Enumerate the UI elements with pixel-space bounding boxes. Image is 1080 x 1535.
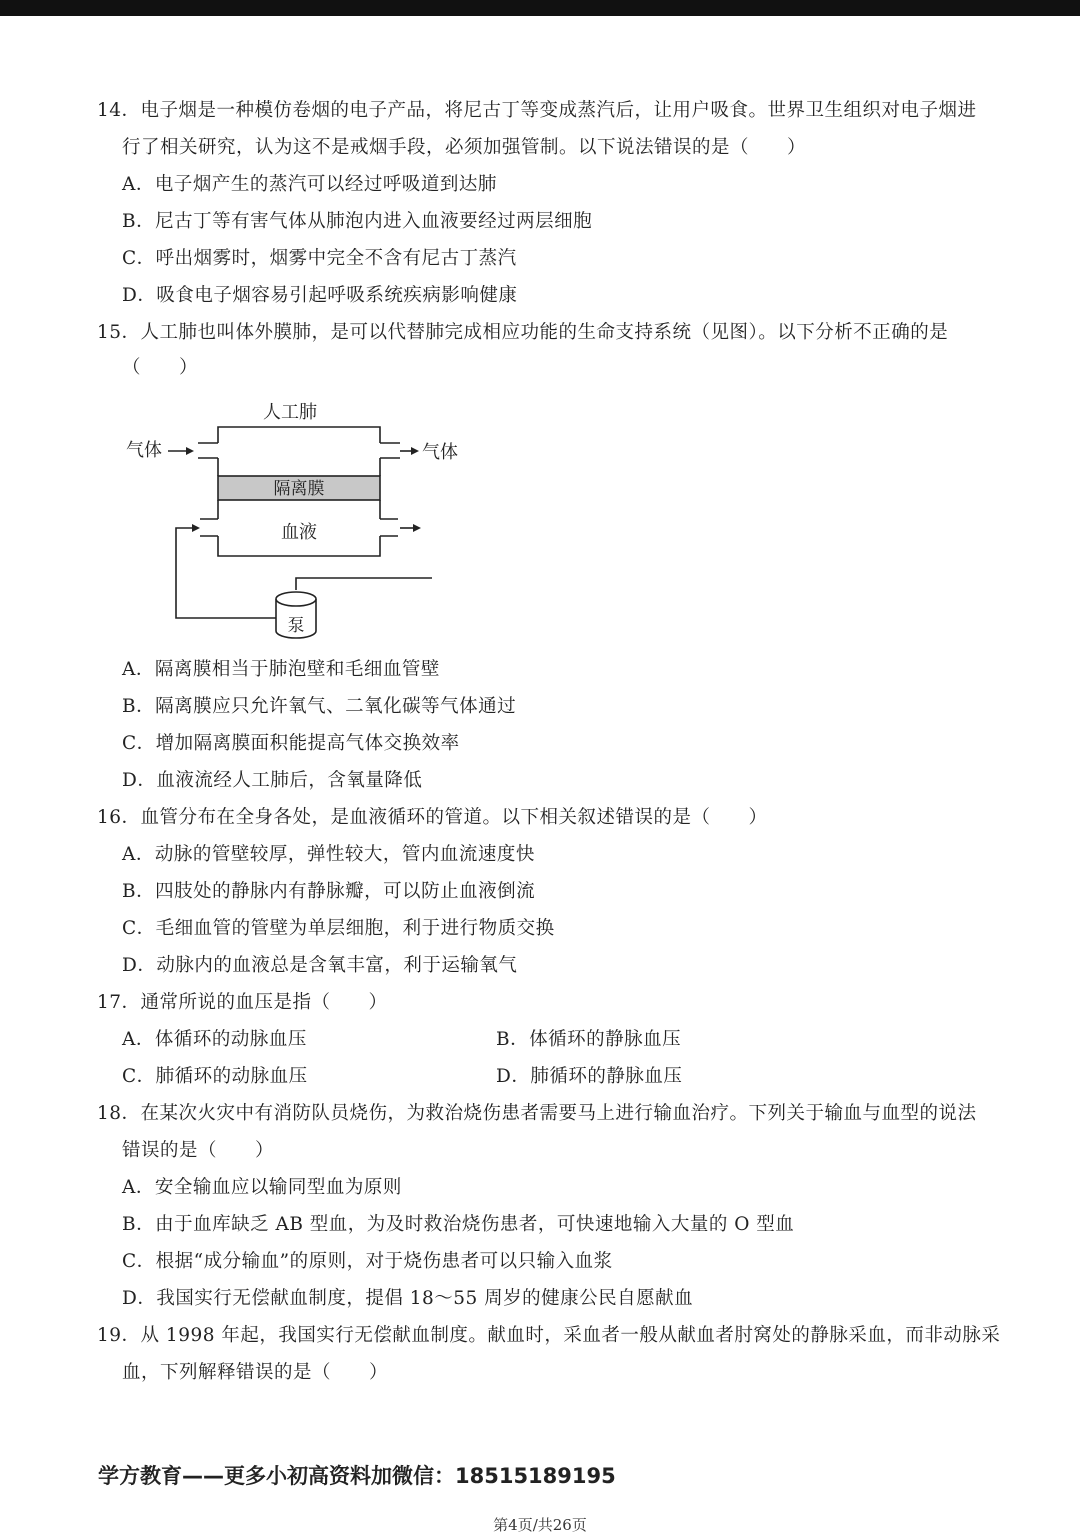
- question-16-option-a: A．动脉的管壁较厚，弹性较大，管内血流速度快: [122, 844, 535, 865]
- question-15-option-c: C．增加隔离膜面积能提高气体交换效率: [122, 733, 460, 754]
- question-14-option-b: B．尼古丁等有害气体从肺泡内进入血液要经过两层细胞: [122, 211, 593, 232]
- gas-out-label: 气体: [422, 442, 458, 463]
- pump: [276, 592, 316, 638]
- question-16-option-d: D．动脉内的血液总是含氧丰富，利于运输氧气: [122, 955, 518, 976]
- question-15-stem: 15．人工肺也叫体外膜肺，是可以代替肺完成相应功能的生命支持系统（见图）。以下分析不正确的是: [97, 322, 949, 343]
- diagram-title: 人工肺: [263, 402, 317, 423]
- question-17-option-b: B．体循环的静脉血压: [496, 1029, 682, 1050]
- gas-in-label: 气体: [126, 440, 162, 461]
- question-19-stem: 19．从 1998 年起，我国实行无偿献血制度。献血时，采血者一般从献血者肘窝处的静脉采血，而非动脉采: [97, 1325, 1001, 1346]
- question-14-option-a: A．电子烟产生的蒸汽可以经过呼吸道到达肺: [122, 174, 497, 195]
- artificial-lung-diagram: [110, 390, 458, 650]
- blood-label: 血液: [281, 522, 317, 543]
- question-15-option-d: D．血液流经人工肺后，含氧量降低: [122, 770, 423, 791]
- pump-label: 泵: [287, 616, 305, 636]
- question-15-stem-cont: （ ）: [122, 357, 199, 378]
- membrane-label: 隔离膜: [273, 479, 325, 499]
- question-14-stem: 14．电子烟是一种模仿卷烟的电子产品，将尼古丁等变成蒸汽后，让用户吸食。世界卫生组织对电子烟进: [97, 100, 977, 121]
- question-15-option-b: B．隔离膜应只允许氧气、二氧化碳等气体通过: [122, 696, 517, 717]
- question-17-stem: 17．通常所说的血压是指（ ）: [97, 992, 388, 1013]
- question-17-option-c: C．肺循环的动脉血压: [122, 1066, 308, 1087]
- question-17-option-a: A．体循环的动脉血压: [122, 1029, 307, 1050]
- question-14-option-c: C．呼出烟雾时，烟雾中完全不含有尼古丁蒸汽: [122, 248, 517, 269]
- gas-chamber: [218, 427, 380, 443]
- footer-brand: 学方教育——更多小初高资料加微信：18515189195: [98, 1464, 616, 1488]
- question-16-option-b: B．四肢处的静脉内有静脉瓣，可以防止血液倒流: [122, 881, 536, 902]
- top-bar: [0, 0, 1080, 16]
- question-16-stem: 16．血管分布在全身各处，是血液循环的管道。以下相关叙述错误的是（ ）: [97, 807, 768, 828]
- question-16-option-c: C．毛细血管的管壁为单层细胞，利于进行物质交换: [122, 918, 555, 939]
- question-14-option-d: D．吸食电子烟容易引起呼吸系统疾病影响健康: [122, 285, 518, 306]
- question-14-stem-cont: 行了相关研究，认为这不是戒烟手段，必须加强管制。以下说法错误的是（ ）: [122, 137, 807, 158]
- question-17-option-d: D．肺循环的静脉血压: [496, 1066, 683, 1087]
- question-18-option-b: B．由于血库缺乏 AB 型血，为及时救治烧伤患者，可快速地输入大量的 O 型血: [122, 1214, 795, 1235]
- question-18-option-c: C．根据“成分输血”的原则，对于烧伤患者可以只输入血浆: [122, 1251, 613, 1272]
- return-tube: [176, 528, 276, 618]
- question-18-stem: 18．在某次火灾中有消防队员烧伤，为救治烧伤患者需要马上进行输血治疗。下列关于输血与血型的说法: [97, 1103, 977, 1124]
- page-number: 第4页/共26页: [493, 1516, 587, 1534]
- question-18-stem-cont: 错误的是（ ）: [122, 1140, 275, 1161]
- pump-inlet-tube: [296, 578, 432, 590]
- question-19-stem-cont: 血，下列解释错误的是（ ）: [122, 1362, 389, 1383]
- question-15-option-a: A．隔离膜相当于肺泡壁和毛细血管壁: [122, 659, 440, 680]
- question-18-option-d: D．我国实行无偿献血制度，提倡 18～55 周岁的健康公民自愿献血: [122, 1288, 694, 1309]
- question-18-option-a: A．安全输血应以输同型血为原则: [122, 1177, 402, 1198]
